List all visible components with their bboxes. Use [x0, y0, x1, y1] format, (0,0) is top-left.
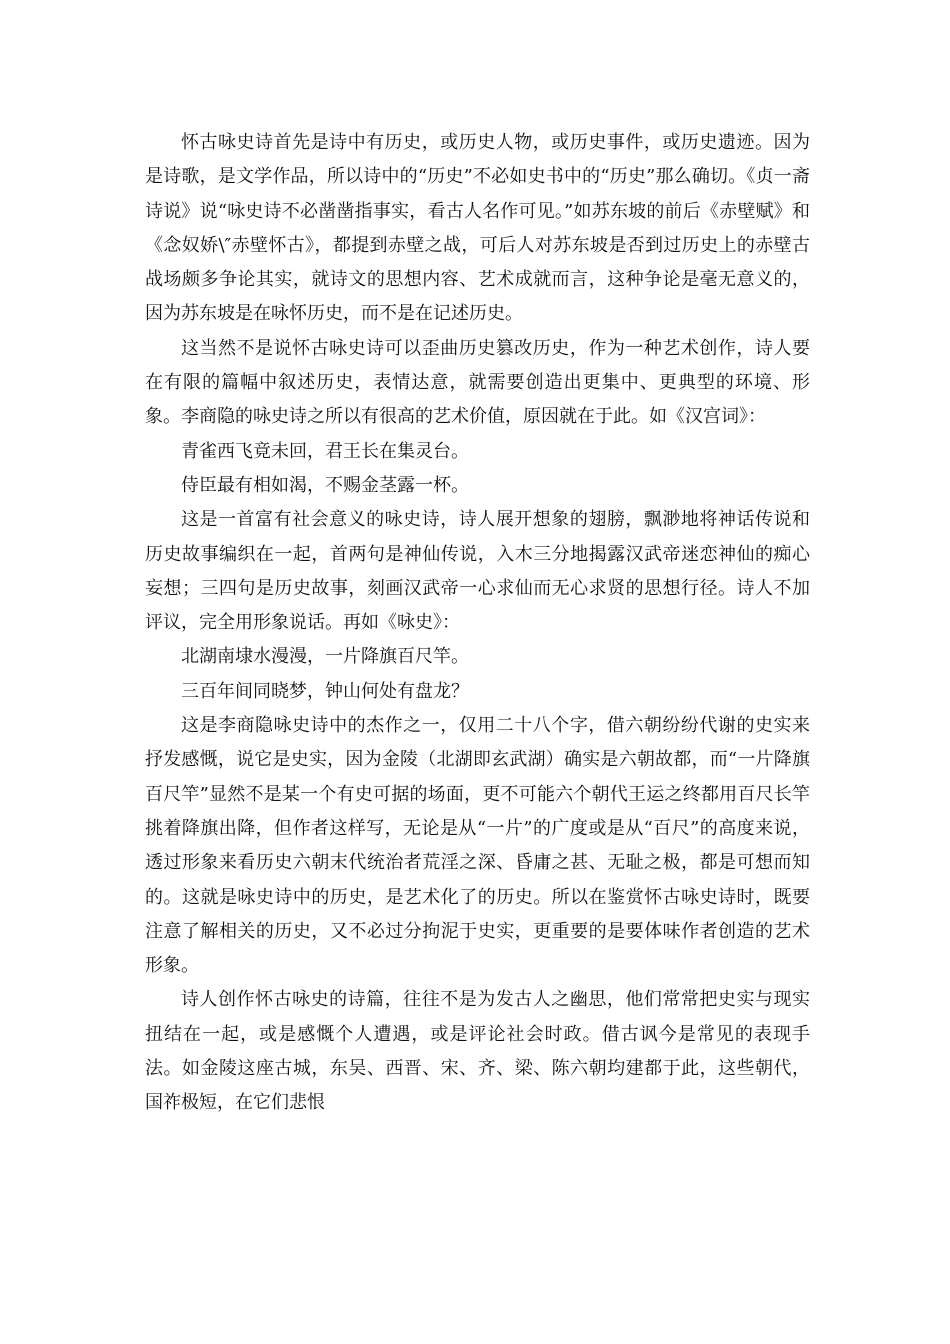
paragraph-analysis: 这是李商隐咏史诗中的杰作之一，仅用二十八个字，借六朝纷纷代谢的史实来抒发感慨，说它是史实，因为金陵（北湖即玄武湖）确实是六朝故都，而“一片降旗百尺竿”显然不是某一个有史可据的场面，更不可能六个朝代王运之终都用百尺长竿挑着降旗出降，但作者这样写，无论是从“一片”的广度或是从“百尺”的高度来说，透过形象来看历史六朝末代统治者荒淫之深、昏庸之甚、无耻之极，都是可想而知的。这就是咏史诗中的历史，是艺术化了的历史。所以在鉴赏怀古咏史诗时，既要注意了解相关的历史，又不必过分拘泥于史实，更重要的是要体味作者创造的艺术形象。 [145, 715, 810, 977]
poem-line: 青雀西飞竟未回，君王长在集灵台。 [181, 440, 469, 462]
poem-line: 北湖南埭水漫漫，一片降旗百尺竿。 [181, 646, 469, 668]
paragraph-intro: 怀古咏史诗首先是诗中有历史，或历史人物，或历史事件，或历史遗迹。因为是诗歌，是文学作品，所以诗中的“历史”不必如史书中的“历史”那么确切。《贞一斋诗说》说“咏史诗不必凿凿指事实，看古人名作可见。”如苏东坡的前后《赤壁赋》和《念奴娇\″赤壁怀古》，都提到赤壁之战，可后人对苏东坡是否到过历史上的赤壁古战场颇多争论其实，就诗文的思想内容、艺术成就而言，这种争论是毫无意义的，因为苏东坡是在咏怀历史，而不是在记述历史。 [145, 132, 810, 325]
paragraph-commentary: 这是一首富有社会意义的咏史诗，诗人展开想象的翅膀，飘渺地将神话传说和历史故事编织在一起，首两句是神仙传说，入木三分地揭露汉武帝迷恋神仙的痴心妄想；三四句是历史故事，刻画汉武帝一心求仙而无心求贤的思想行径。诗人不加评议，完全用形象说话。再如《咏史》： [145, 509, 810, 634]
paragraph-allusion: 诗人创作怀古咏史的诗篇，往往不是为发古人之幽思，他们常常把史实与现实扭结在一起，或是感慨个人遭遇，或是评论社会时政。借古讽今是常见的表现手法。如金陵这座古城，东吴、西晋、宋、齐、梁、陈六朝均建都于此，这些朝代，国祚极短，在它们悲恨 [145, 989, 810, 1114]
paragraph-li-shangyin: 这当然不是说怀古咏史诗可以歪曲历史篡改历史，作为一种艺术创作，诗人要在有限的篇幅中叙述历史，表情达意，就需要创造出更集中、更典型的环境、形象。李商隐的咏史诗之所以有很高的艺术价值，原因就在于此。如《汉宫词》： [145, 337, 810, 428]
poem-line: 三百年间同晓梦，钟山何处有盘龙？ [181, 680, 469, 702]
article-body [145, 126, 810, 1121]
poem-line: 侍臣最有相如渴，不赐金茎露一杯。 [181, 474, 469, 496]
